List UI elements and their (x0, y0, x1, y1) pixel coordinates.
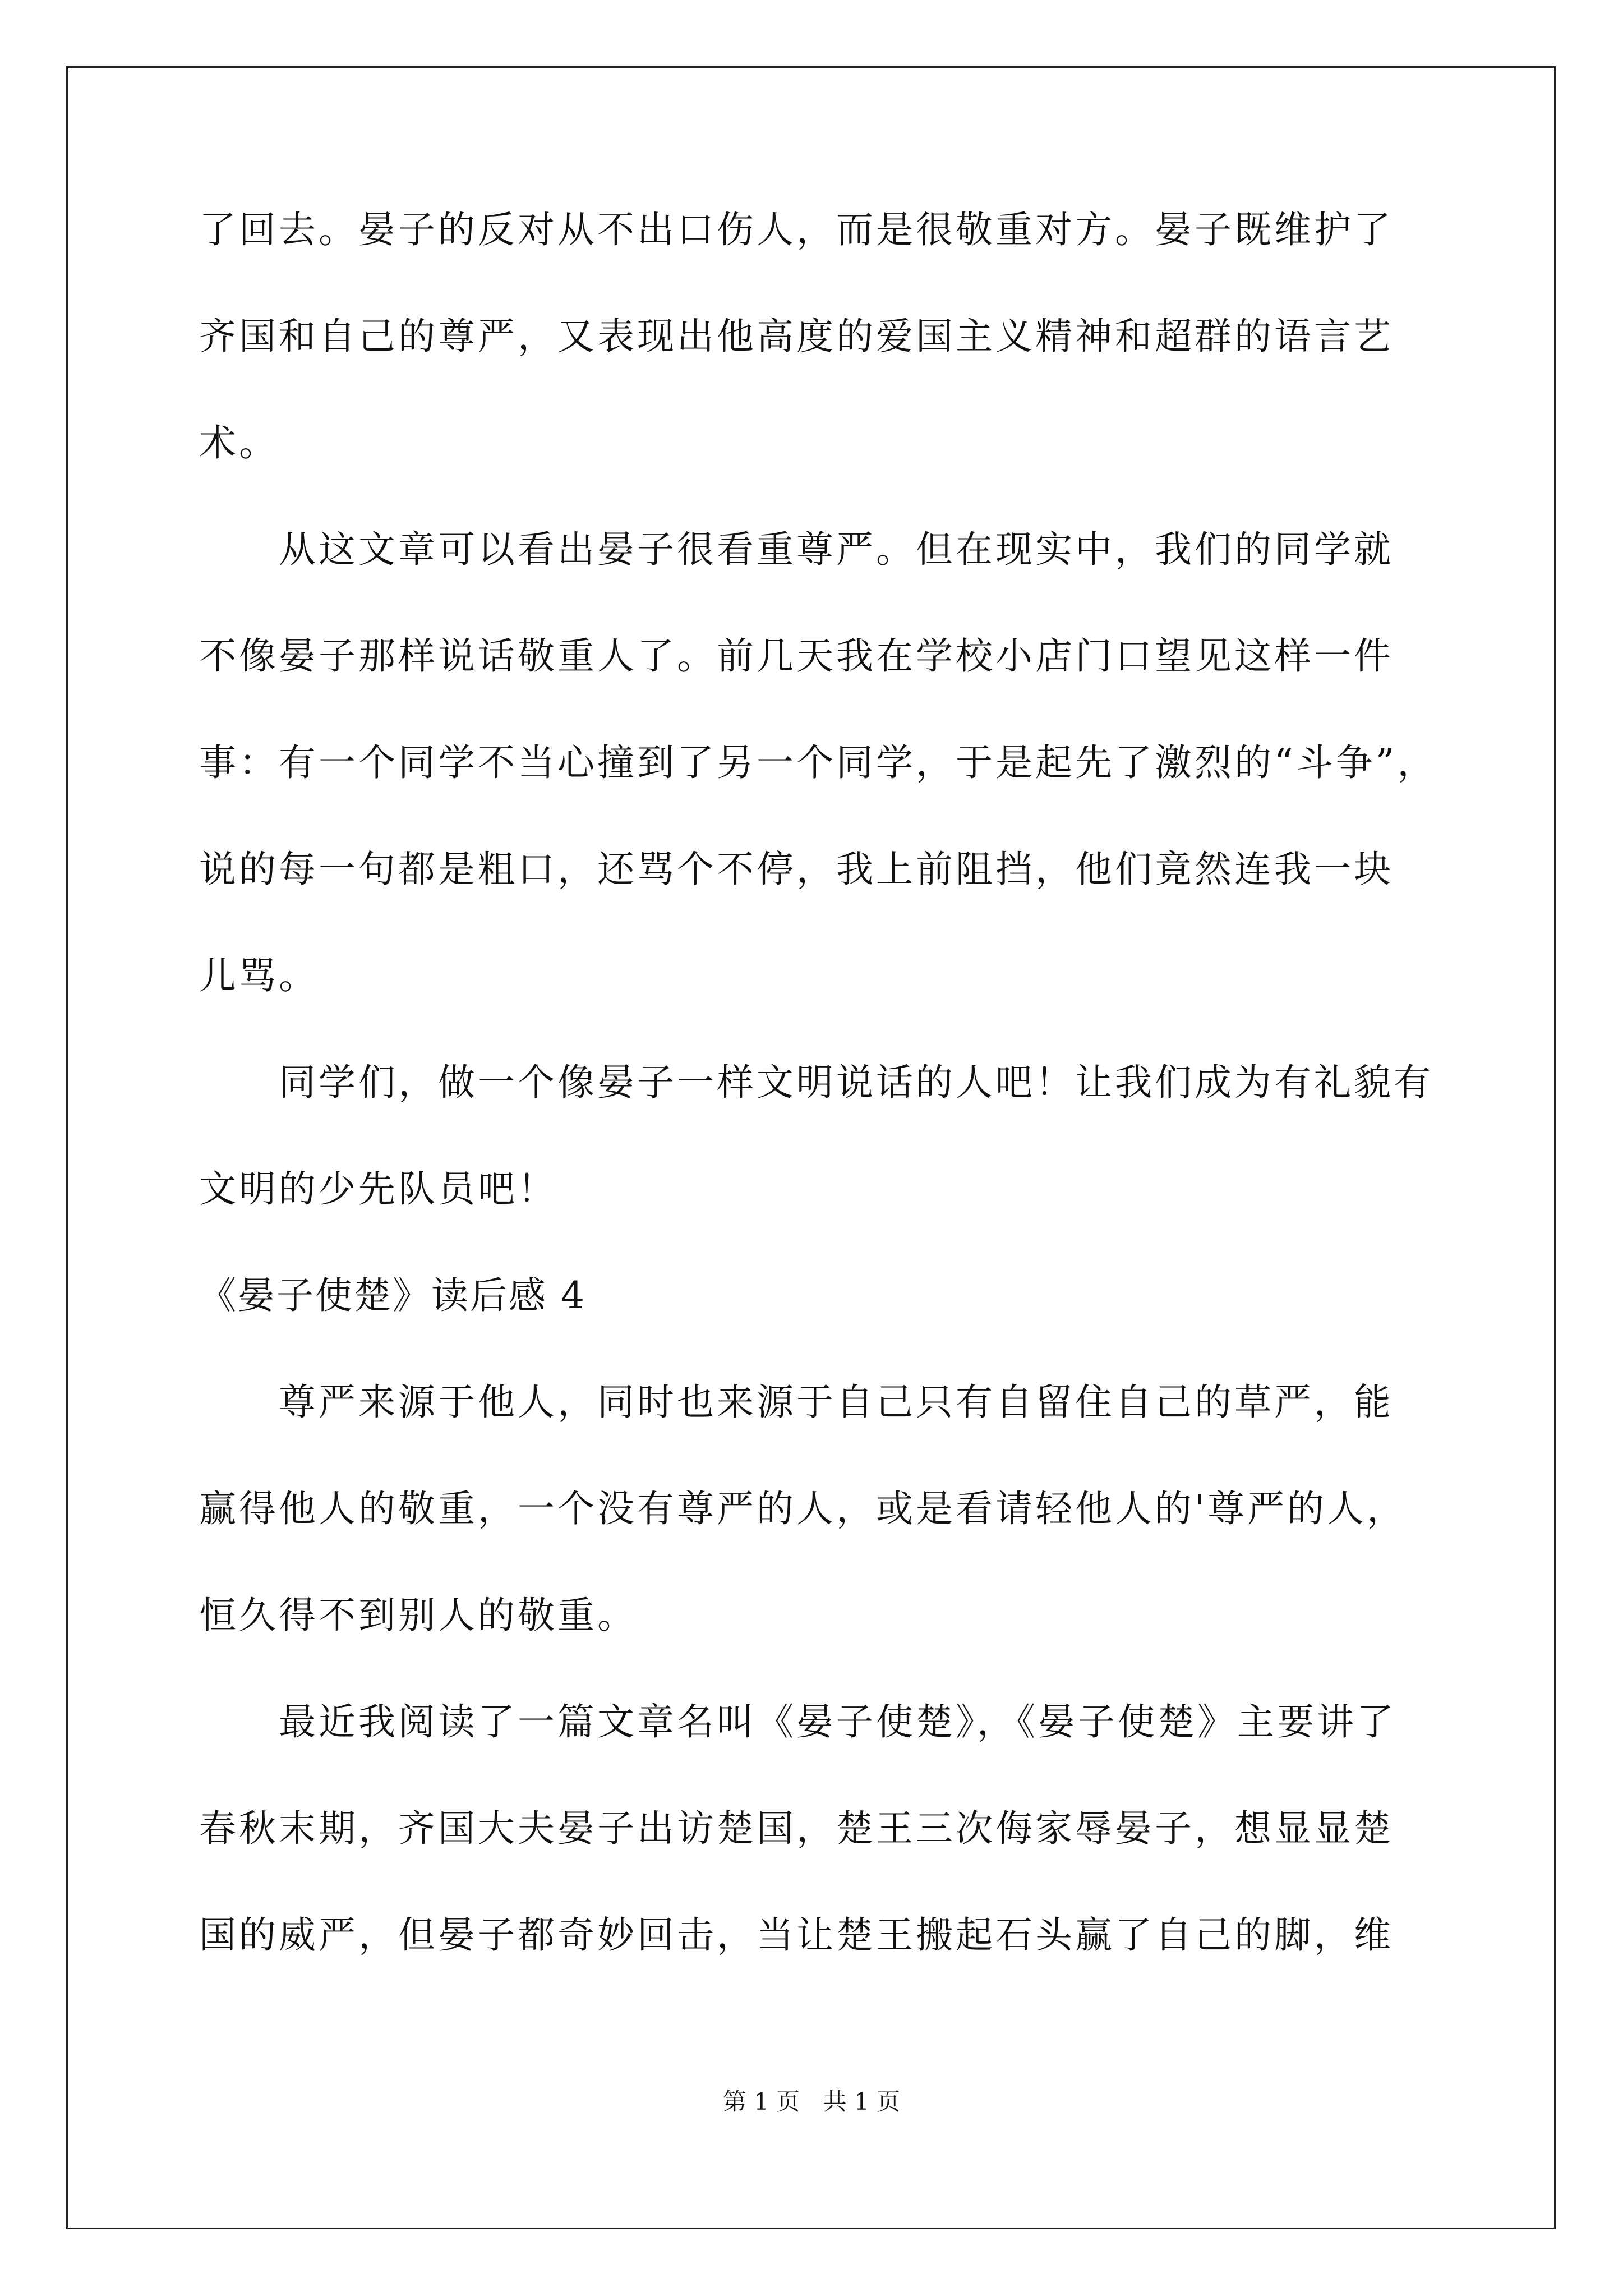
text-line: 说的每一句都是粗口，还骂个不停，我上前阻挡，他们竟然连我一块 (199, 848, 1394, 891)
text-line: 术。 (199, 421, 279, 464)
text-line: 文明的少先队员吧！ (199, 1167, 557, 1211)
text-line: 赢得他人的敬重，一个没有尊严的人，或是看请轻他人的'尊严的人， (199, 1487, 1407, 1530)
text-line: 儿骂。 (199, 954, 319, 997)
text-line: 事：有一个同学不当心撞到了另一个同学，于是起先了激烈的“斗争”， (199, 741, 1437, 784)
text-line: 了回去。晏子的反对从不出口伤人，而是很敬重对方。晏子既维护了 (199, 208, 1394, 251)
page-border (66, 66, 1556, 2229)
text-line: 齐国和自己的尊严，又表现出他高度的爱国主义精神和超群的语言艺 (199, 315, 1394, 358)
text-line: 最近我阅读了一篇文章名叫《晏子使楚》，《晏子使楚》主要讲了 (199, 1700, 1396, 1743)
text-line: 国的威严，但晏子都奇妙回击，当让楚王搬起石头赢了自己的脚，维 (199, 1913, 1394, 1957)
section-heading: 《晏子使楚》读后感 4 (199, 1274, 586, 1317)
text-line: 同学们，做一个像晏子一样文明说话的人吧！让我们成为有礼貌有 (199, 1061, 1433, 1104)
text-line: 从这文章可以看出晏子很看重尊严。但在现实中，我们的同学就 (199, 528, 1394, 571)
page-footer (0, 2088, 1623, 2116)
total-pages: 共 1 页 (823, 2088, 901, 2115)
page-number: 第 1 页 (722, 2088, 800, 2115)
text-line: 尊严来源于他人，同时也来源于自己只有自留住自己的草严，能 (199, 1381, 1394, 1424)
text-line: 不像晏子那样说话敬重人了。前几天我在学校小店门口望见这样一件 (199, 634, 1394, 678)
text-line: 春秋末期，齐国大夫晏子出访楚国，楚王三次侮家辱晏子，想显显楚 (199, 1807, 1394, 1850)
text-line: 恒久得不到别人的敬重。 (199, 1594, 637, 1637)
